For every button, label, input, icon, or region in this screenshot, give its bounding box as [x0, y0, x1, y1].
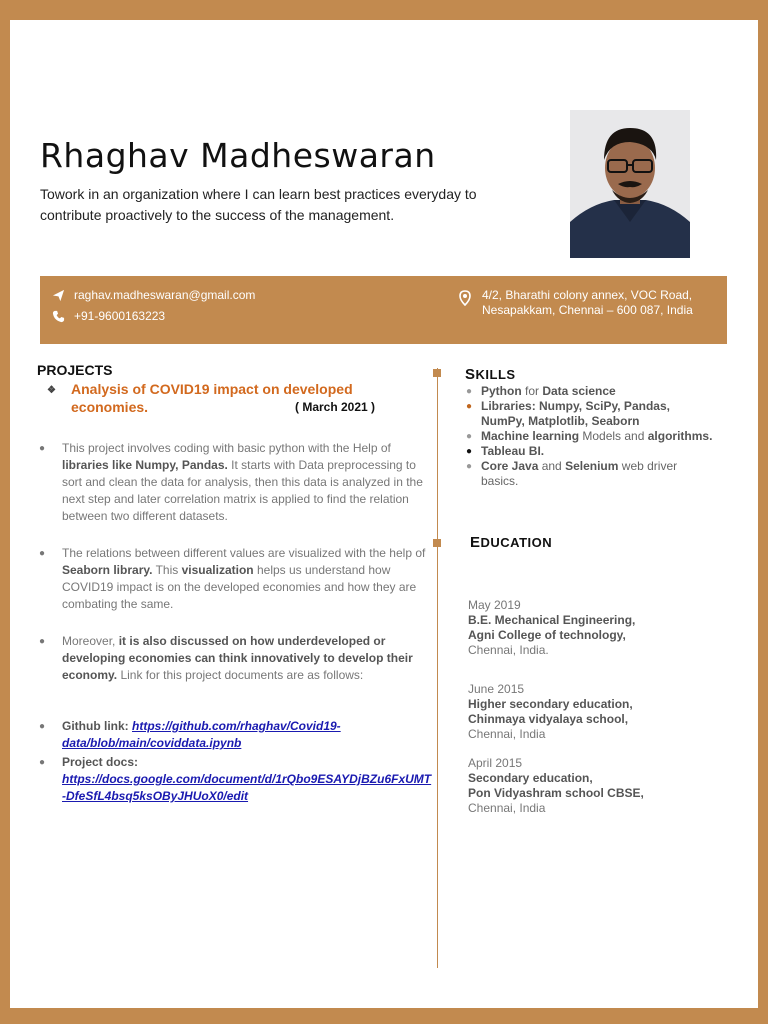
education-degree: Higher secondary education, — [468, 697, 633, 711]
list-item: ● Core Java and Selenium web driver basics. — [466, 459, 678, 488]
bullet-icon: ● — [39, 757, 46, 768]
list-item: ● Machine learning Models and algorithms. — [466, 429, 713, 443]
project-date: ( March 2021 ) — [295, 400, 376, 414]
bullet-icon: ● — [466, 401, 473, 412]
github-link[interactable]: https://github.com/rhaghav/Covid19-data/blob/main/coviddata.ipynb — [62, 719, 341, 750]
github-link-item: ● Github link: https://github.com/rhaghav/Covid19-data/blob/main/coviddata.ipynb — [39, 719, 341, 750]
phone-row — [52, 309, 165, 323]
docs-link-item: ● Project docs: https://docs.google.com/document/d/1rQbo9ESAYDjBZu6FxUMT-DfeSfL4bsq5ksOByJHUoX0/edit — [39, 755, 432, 803]
education-place: Chennai, India. — [468, 643, 549, 657]
project-title: ❖ Analysis of COVID19 impact on developed economies. ( March 2021 ) — [47, 381, 376, 415]
education-date: April 2015 — [468, 756, 523, 770]
education-date: May 2019 — [468, 598, 521, 612]
education-date: June 2015 — [468, 682, 525, 696]
education-place: Chennai, India — [468, 727, 546, 741]
bullet-icon: ● — [39, 443, 46, 454]
education-school: Chinmaya vidyalaya school, — [468, 712, 629, 726]
education-marker — [433, 539, 441, 547]
column-divider — [437, 368, 438, 968]
career-objective: Towork in an organization where I can learn best practices everyday to contribute proactively to the success of the management. — [40, 186, 477, 223]
bullet-icon: ● — [466, 386, 473, 397]
education-place: Chennai, India — [468, 801, 546, 815]
education-school: Pon Vidyashram school CBSE, — [468, 786, 644, 800]
list-item: ● The relations between different values are visualized with the help of Seaborn library. This visualization helps us understand how COVID19 impact is on the developed economies and how they are combating the same. — [39, 546, 426, 611]
send-icon — [52, 289, 65, 302]
profile-photo — [570, 110, 690, 258]
list-item: ● Moreover, it is also discussed on how underdeveloped or developing economies can think innovatively to develop their economy. Link for this project documents are as follows: — [39, 634, 413, 682]
email-link[interactable]: raghav.madheswaran@gmail.com — [74, 288, 256, 302]
phone-number: +91-9600163223 — [74, 309, 166, 323]
education-entry — [468, 682, 728, 742]
education-degree: Secondary education, — [468, 771, 593, 785]
docs-link[interactable]: https://docs.google.com/document/d/1rQbo9ESAYDjBZu6FxUMT-DfeSfL4bsq5ksOByJHUoX0/edit — [62, 772, 432, 803]
diamond-bullet-icon: ❖ — [47, 385, 56, 396]
skills-list — [465, 384, 715, 489]
bullet-icon: ● — [466, 461, 473, 472]
list-item: ● Libraries: Numpy, SciPy, Pandas, NumPy, Matplotlib, Seaborn — [466, 399, 670, 428]
skills-marker — [433, 369, 441, 377]
candidate-name: Rhaghav Madheswaran — [40, 136, 436, 175]
projects-section — [37, 362, 432, 805]
projects-heading: PROJECTS — [37, 362, 113, 378]
bullet-icon: ● — [39, 721, 46, 732]
list-item: ● This project involves coding with basic python with the Help of libraries like Numpy, Pandas. It starts with Data preprocessing to sort and clean the data for analysis, then this data is analyzed in the next step and later correlation matrix is applied to find the relation between two different datasets. — [39, 441, 423, 523]
education-heading: EDUCATION — [470, 534, 553, 551]
bullet-icon: ● — [466, 431, 473, 442]
list-item: ● Python for Data science — [466, 384, 616, 398]
location-pin-icon — [458, 290, 472, 306]
bullet-icon: ● — [39, 548, 46, 559]
list-item: ● Tableau BI. — [466, 444, 545, 458]
education-school: Agni College of technology, — [468, 628, 626, 642]
contact-bar — [40, 276, 727, 344]
skills-heading: SKILLS — [465, 366, 516, 383]
bullet-icon: ● — [466, 446, 473, 457]
phone-icon — [52, 310, 65, 323]
education-entry — [468, 598, 728, 658]
education-entry — [468, 756, 728, 816]
education-degree: B.E. Mechanical Engineering, — [468, 613, 636, 627]
bullet-icon: ● — [39, 636, 46, 647]
address: 4/2, Bharathi colony annex, VOC Road, Nesapakkam, Chennai – 600 087, India — [482, 288, 693, 317]
email-row — [52, 288, 255, 302]
